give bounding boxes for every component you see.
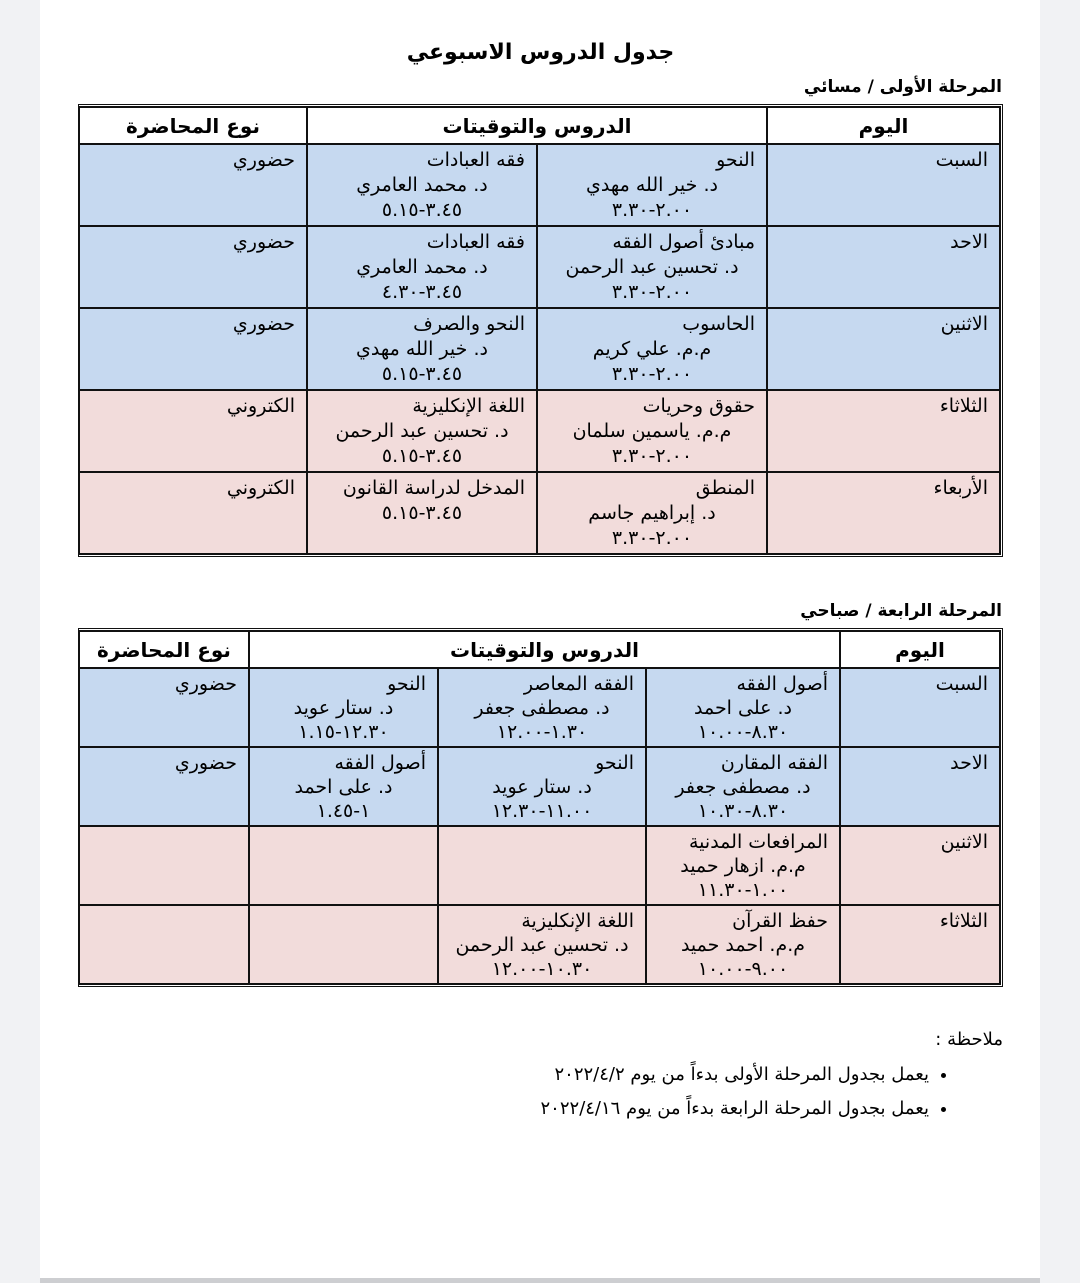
lesson-subject: المدخل لدراسة القانون [342, 477, 525, 499]
header-lessons: الدروس والتوقيتات [249, 631, 840, 668]
notes-section [78, 1029, 1003, 1119]
lesson-cell [307, 308, 537, 390]
bottom-edge-strip [40, 1278, 1040, 1283]
lesson-cell [438, 747, 646, 826]
lesson-cell [307, 226, 537, 308]
lesson-cell [646, 668, 840, 747]
day-cell: الثلاثاء [840, 905, 1000, 984]
lesson-lecturer: د. ستار عويد [492, 776, 592, 798]
lesson-subject: أصول الفقه [334, 752, 426, 774]
lesson-lecturer: د. تحسين عبد الرحمن [565, 256, 739, 278]
day-cell: السبت [767, 144, 1000, 226]
table-row-saturday [79, 668, 1000, 747]
day-cell: الاثنين [767, 308, 1000, 390]
lesson-subject: فقه العبادات [426, 231, 525, 253]
lesson-time: ٣.٤٥-٥.١٥ [381, 363, 463, 385]
lesson-subject: حقوق وحريات [642, 395, 755, 417]
lesson-lecturer: د. على احمد [693, 697, 793, 719]
header-day: اليوم [767, 107, 1000, 144]
lesson-subject: اللغة الإنكليزية [412, 395, 525, 417]
lesson-time: ٣.٤٥-٥.١٥ [381, 502, 463, 524]
lesson-subject: المنطق [695, 477, 755, 499]
lecture-type-cell [79, 826, 249, 905]
day-cell: الأربعاء [767, 472, 1000, 554]
lesson-cell [438, 668, 646, 747]
lesson-lecturer: د. محمد العامري [356, 256, 488, 278]
table-row-tuesday [79, 905, 1000, 984]
table-row-monday [79, 308, 1000, 390]
table-row-tuesday [79, 390, 1000, 472]
stage2-table [78, 628, 1003, 987]
day-cell: الاحد [767, 226, 1000, 308]
lesson-time: ٢.٠٠-٣.٣٠ [611, 281, 693, 303]
day-cell: الثلاثاء [767, 390, 1000, 472]
lesson-time: ١-١.٤٥ [316, 800, 371, 822]
lesson-cell [249, 826, 438, 905]
lesson-time: ٩.٠٠-١٠.٠٠ [697, 958, 789, 980]
lesson-cell [537, 472, 767, 554]
lesson-subject: الحاسوب [682, 313, 755, 335]
lecture-type-cell: الكتروني [79, 472, 307, 554]
lecture-type-cell: حضوري [79, 747, 249, 826]
lesson-cell [307, 144, 537, 226]
lesson-lecturer: د. تحسين عبد الرحمن [335, 420, 509, 442]
note-item: • يعمل بجدول المرحلة الأولى بدءاً من يوم ٢٠٢٢/٤/٢ [78, 1064, 929, 1085]
lesson-lecturer: د. مصطفى جعفر [675, 776, 811, 798]
document-page [40, 0, 1040, 1278]
header-lecture-type: نوع المحاضرة [79, 631, 249, 668]
lesson-subject: الفقه المعاصر [523, 673, 634, 695]
lesson-time: ١٢.٣٠-١.١٥ [298, 721, 389, 743]
lesson-time: ٢.٠٠-٣.٣٠ [611, 199, 693, 221]
stage1-table [78, 104, 1003, 557]
day-cell: الاحد [840, 747, 1000, 826]
lecture-type-cell: حضوري [79, 668, 249, 747]
lesson-cell [307, 390, 537, 472]
lesson-lecturer: م.م. ياسمين سلمان [572, 420, 732, 442]
lesson-subject: النحو [716, 149, 755, 171]
lesson-subject: المرافعات المدنية [688, 831, 828, 853]
lesson-subject: النحو [595, 752, 634, 774]
lesson-time: ١١.٠٠-١٢.٣٠ [491, 800, 593, 822]
lesson-cell [646, 747, 840, 826]
lesson-time: ٢.٠٠-٣.٣٠ [611, 363, 693, 385]
table-row-saturday [79, 144, 1000, 226]
notes-label: ملاحظة : [935, 1029, 1003, 1050]
lesson-cell [646, 905, 840, 984]
lesson-cell [537, 390, 767, 472]
lesson-time: ٣.٤٥-٥.١٥ [381, 445, 463, 467]
lecture-type-cell: حضوري [79, 226, 307, 308]
lesson-lecturer: د. ستار عويد [293, 697, 394, 719]
lesson-lecturer: د. مصطفى جعفر [474, 697, 610, 719]
table-row-sunday [79, 747, 1000, 826]
lesson-cell [537, 144, 767, 226]
lesson-time: ٨.٣٠-١٠.٣٠ [697, 800, 789, 822]
lecture-type-cell: الكتروني [79, 390, 307, 472]
stage2-caption: المرحلة الرابعة / صباحي [800, 601, 1002, 621]
lesson-lecturer: د. خير الله مهدي [356, 338, 488, 360]
lesson-time: ٨.٣٠-١٠.٠٠ [697, 721, 789, 743]
lesson-lecturer: د. إبراهيم جاسم [588, 502, 716, 524]
lesson-cell [249, 747, 438, 826]
lesson-time: ٣.٤٥-٥.١٥ [381, 199, 463, 221]
day-cell: الاثنين [840, 826, 1000, 905]
lesson-subject: مبادئ أصول الفقه [612, 231, 755, 253]
note-item: • يعمل بجدول المرحلة الرابعة بدءاً من يوم ٢٠٢٢/٤/١٦ [78, 1098, 929, 1119]
lesson-lecturer: م.م. علي كريم [592, 338, 712, 360]
table-row-sunday [79, 226, 1000, 308]
header-row [79, 107, 1000, 144]
lesson-time: ١.٠٠-١١.٣٠ [697, 879, 789, 901]
lesson-subject: النحو والصرف [413, 313, 525, 335]
lesson-time: ٢.٠٠-٣.٣٠ [611, 527, 693, 549]
lesson-cell [537, 226, 767, 308]
lecture-type-cell: حضوري [79, 308, 307, 390]
lesson-subject: الفقه المقارن [720, 752, 828, 774]
day-cell: السبت [840, 668, 1000, 747]
lesson-cell [537, 308, 767, 390]
lesson-subject: حفظ القرآن [732, 910, 828, 932]
lesson-cell [249, 668, 438, 747]
header-lecture-type: نوع المحاضرة [79, 107, 307, 144]
page-title: جدول الدروس الاسبوعي [406, 40, 675, 65]
lesson-subject: فقه العبادات [426, 149, 525, 171]
lesson-subject: أصول الفقه [736, 673, 828, 695]
table-row-wednesday [79, 472, 1000, 554]
lesson-lecturer: م.م. احمد حميد [680, 934, 806, 956]
lesson-time: ١.٣٠-١٢.٠٠ [496, 721, 588, 743]
lesson-lecturer: د. خير الله مهدي [586, 174, 718, 196]
lesson-time: ٢.٠٠-٣.٣٠ [611, 445, 693, 467]
lecture-type-cell: حضوري [79, 144, 307, 226]
lesson-lecturer: د. محمد العامري [356, 174, 488, 196]
lesson-time: ١٠.٣٠-١٢.٠٠ [491, 958, 593, 980]
lesson-cell [438, 826, 646, 905]
lesson-lecturer: م.م. ازهار حميد [680, 855, 806, 877]
stage1-caption: المرحلة الأولى / مسائي [803, 77, 1002, 97]
lecture-type-cell [79, 905, 249, 984]
header-lessons: الدروس والتوقيتات [307, 107, 767, 144]
lesson-subject: اللغة الإنكليزية [521, 910, 634, 932]
lesson-cell [307, 472, 537, 554]
lesson-lecturer: د. تحسين عبد الرحمن [455, 934, 629, 956]
lesson-lecturer: د. على احمد [294, 776, 393, 798]
header-day: اليوم [840, 631, 1000, 668]
lesson-time: ٣.٤٥-٤.٣٠ [381, 281, 463, 303]
lesson-subject: النحو [387, 673, 426, 695]
notes-list [78, 1064, 951, 1119]
lesson-cell [438, 905, 646, 984]
lesson-cell [646, 826, 840, 905]
table-row-monday [79, 826, 1000, 905]
header-row [79, 631, 1000, 668]
lesson-cell [249, 905, 438, 984]
